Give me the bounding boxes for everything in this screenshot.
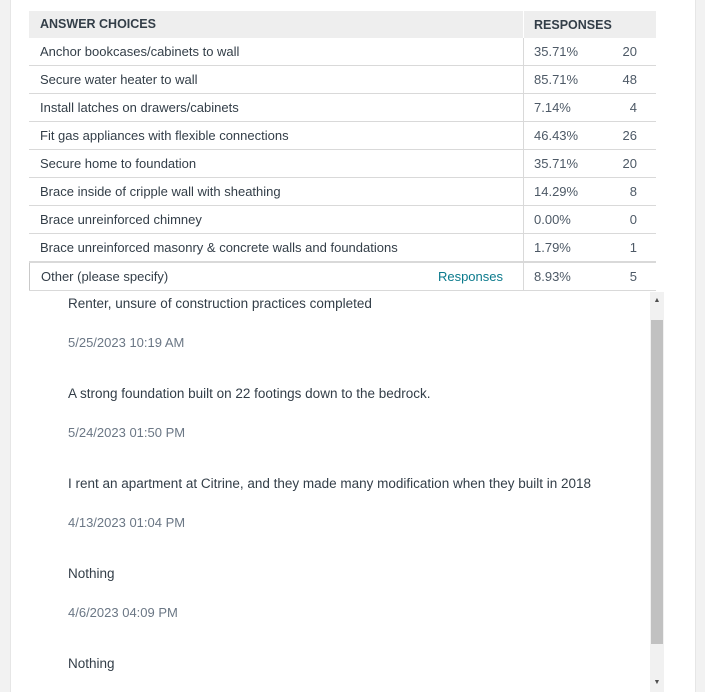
table-row xyxy=(29,206,656,234)
scroll-down-arrow-icon[interactable]: ▼ xyxy=(653,679,661,686)
response-count: 20 xyxy=(622,156,637,171)
comment-item xyxy=(68,476,591,530)
comment-timestamp: 5/25/2023 10:19 AM xyxy=(68,335,185,350)
response-percent: 7.14% xyxy=(534,100,571,115)
other-responses-list[interactable] xyxy=(30,292,655,692)
response-count: 26 xyxy=(622,128,637,143)
response-percent: 46.43% xyxy=(534,128,579,143)
answer-choice-label: Brace unreinforced masonry & concrete walls and foundations xyxy=(29,234,524,261)
scroll-up-arrow-icon[interactable]: ▲ xyxy=(653,297,661,304)
response-count: 20 xyxy=(622,44,637,59)
answer-choice-label: Secure home to foundation xyxy=(29,150,524,177)
response-count: 0 xyxy=(629,212,637,227)
answer-choice-label: Brace inside of cripple wall with sheathing xyxy=(29,178,524,205)
answer-choices-header: ANSWER CHOICES xyxy=(29,11,524,38)
response-percent: 35.71% xyxy=(534,44,579,59)
responses-link[interactable]: Responses xyxy=(437,269,503,284)
comment-text: Nothing xyxy=(68,566,115,581)
table-row xyxy=(29,150,656,178)
answer-choice-label: Secure water heater to wall xyxy=(29,66,524,93)
responses-header: RESPONSES xyxy=(534,17,612,32)
table-header xyxy=(29,11,656,38)
comment-timestamp: 4/13/2023 01:04 PM xyxy=(68,515,186,530)
answer-choice-label: Install latches on drawers/cabinets xyxy=(29,94,524,121)
table-row xyxy=(29,66,656,94)
comment-item xyxy=(68,296,372,350)
table-row xyxy=(29,94,656,122)
table-row xyxy=(29,38,656,66)
comment-item xyxy=(68,656,115,692)
comment-item xyxy=(68,386,431,440)
answer-choice-label: Brace unreinforced chimney xyxy=(29,206,524,233)
response-count: 48 xyxy=(622,72,637,87)
other-label: Other (please specify) xyxy=(41,269,169,284)
response-percent: 85.71% xyxy=(534,72,579,87)
comment-timestamp: 5/24/2023 01:50 PM xyxy=(68,425,186,440)
response-count: 1 xyxy=(629,240,637,255)
table-row xyxy=(29,178,656,206)
answer-choice-label: Anchor bookcases/cabinets to wall xyxy=(29,38,524,65)
comment-timestamp: 4/6/2023 04:09 PM xyxy=(68,605,178,620)
comment-text: Nothing xyxy=(68,656,115,671)
comment-item xyxy=(68,566,178,620)
table-row xyxy=(29,122,656,150)
scrollbar-thumb[interactable] xyxy=(651,320,663,644)
comment-text: Renter, unsure of construction practices completed xyxy=(68,296,372,311)
response-count: 8 xyxy=(629,184,637,199)
other-count: 5 xyxy=(629,269,637,284)
response-percent: 14.29% xyxy=(534,184,579,199)
comment-text: A strong foundation built on 22 footings down to the bedrock. xyxy=(68,386,431,401)
other-row xyxy=(29,262,656,291)
response-count: 4 xyxy=(629,100,637,115)
comment-text: I rent an apartment at Citrine, and they made many modification when they built in 2018 xyxy=(68,476,592,491)
response-percent: 35.71% xyxy=(534,156,579,171)
response-percent: 1.79% xyxy=(534,240,571,255)
answer-choices-table xyxy=(29,11,656,291)
comments-scrollbar[interactable] xyxy=(650,292,664,692)
table-row xyxy=(29,234,656,262)
response-percent: 0.00% xyxy=(534,212,571,227)
other-percent: 8.93% xyxy=(534,269,571,284)
answer-choice-label: Fit gas appliances with flexible connections xyxy=(29,122,524,149)
